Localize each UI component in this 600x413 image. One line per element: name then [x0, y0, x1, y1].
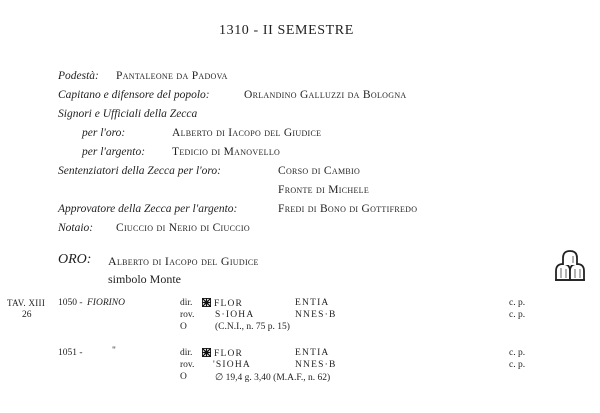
official-label: Signori e Ufficiali della Zecca: [58, 108, 198, 120]
entry-number: 1051 -: [58, 348, 83, 358]
plate-number: 26: [22, 310, 32, 320]
official-name: Fredi di Bono di Gottifredo: [278, 203, 418, 215]
official-label: per l'oro:: [82, 127, 126, 139]
official-label: Sentenziatori della Zecca per l'oro:: [58, 165, 222, 177]
official-name: Fronte di Michele: [278, 184, 370, 196]
official-label: Capitano e difensore del popolo:: [58, 89, 210, 101]
page-title: 1310 - II SEMESTRE: [219, 23, 354, 38]
coin-name: FIORINO: [87, 298, 125, 308]
legend-text: NNES·B: [295, 310, 337, 320]
official-name: Ciuccio di Nerio di Ciuccio: [116, 222, 250, 234]
side-label: O: [180, 322, 187, 332]
official-name: Orlandino Galluzzi da Bologna: [244, 89, 407, 101]
oro-symbol-text: simbolo Monte: [108, 272, 182, 286]
cross-icon: [202, 298, 211, 307]
legend-text: FLOR: [214, 299, 244, 309]
side-label: dir.: [180, 298, 193, 308]
rarity: c. p.: [509, 298, 526, 308]
side-label: dir.: [180, 348, 193, 358]
legend-text: FLOR: [214, 349, 244, 359]
rarity: c. p.: [509, 348, 526, 358]
legend-text: 'SIOHA: [213, 360, 251, 370]
official-name: Corso di Cambio: [278, 165, 361, 177]
official-name: Tedicio di Manovello: [172, 146, 281, 158]
plate-reference: TAV. XIII: [7, 298, 46, 308]
reference-text: (C.N.I., n. 75 p. 15): [215, 322, 290, 332]
official-name: Alberto di Iacopo del Giudice: [172, 127, 322, 139]
cross-icon: [202, 348, 211, 357]
official-label: Notaio:: [58, 222, 94, 234]
entry-number: 1050 -: [58, 298, 83, 308]
rarity: c. p.: [509, 360, 526, 370]
legend-text: ENTIA: [295, 298, 330, 308]
legend-text: S·IOHA: [215, 310, 255, 320]
side-label: rov.: [180, 360, 195, 370]
side-label: rov.: [180, 310, 195, 320]
monte-symbol-icon: [553, 248, 587, 282]
oro-master-name: Alberto di Iacopo del Giudice: [108, 254, 259, 268]
side-label: O: [180, 372, 187, 382]
official-label: Approvatore della Zecca per l'argento:: [58, 203, 238, 215]
legend-row: [202, 348, 243, 359]
official-label: Podestà:: [58, 70, 99, 82]
official-label: per l'argento:: [82, 146, 146, 158]
coin-name: ": [112, 346, 116, 356]
legend-text: NNES·B: [295, 360, 337, 370]
legend-row: [202, 298, 243, 309]
legend-text: ENTIA: [295, 348, 330, 358]
rarity: c. p.: [509, 310, 526, 320]
oro-label: ORO:: [58, 252, 92, 267]
reference-text: ∅ 19,4 g. 3,40 (M.A.F., n. 62): [215, 373, 331, 383]
official-name: Pantaleone da Padova: [116, 70, 228, 82]
